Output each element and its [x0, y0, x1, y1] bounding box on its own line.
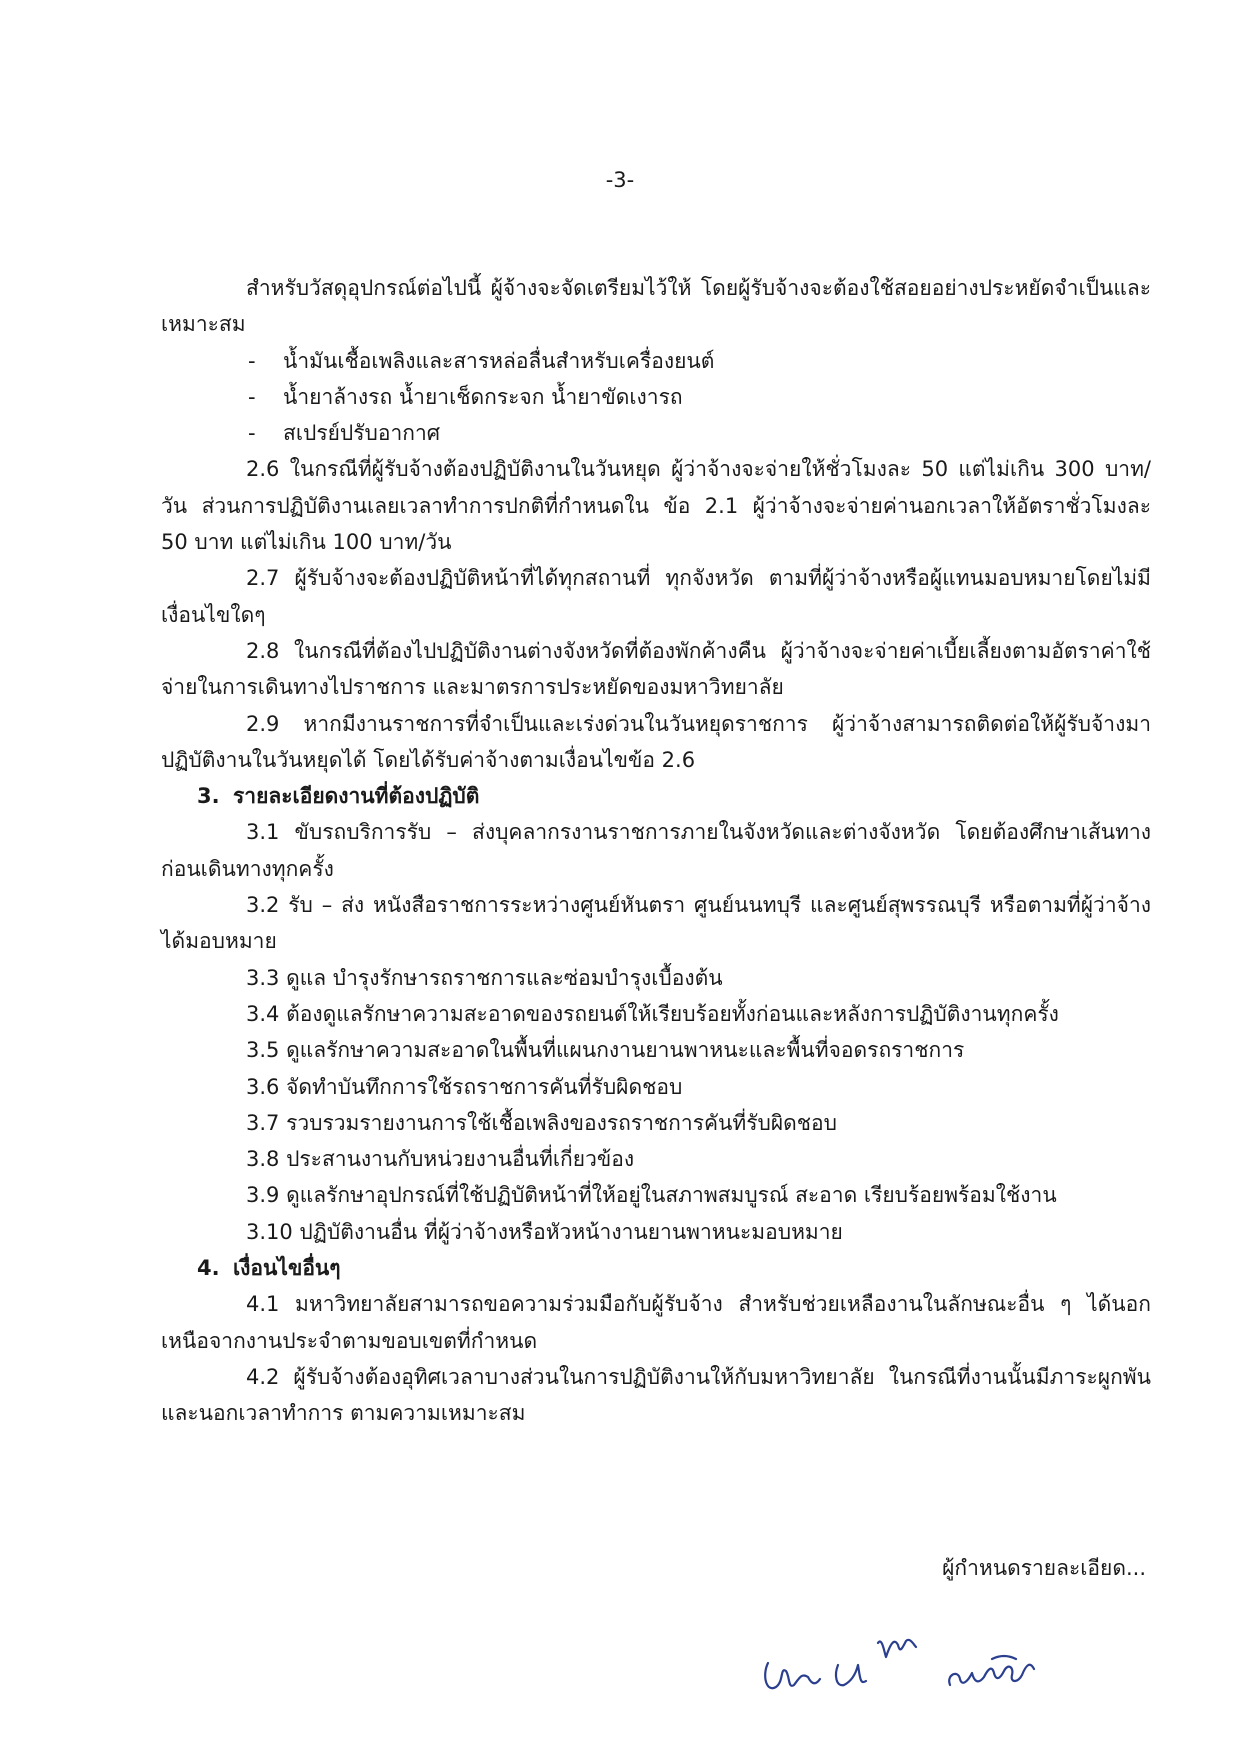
clause-2-8: 2.8 ในกรณีที่ต้องไปปฏิบัติงานต่างจังหวัดที่ต้องพักค้างคืน ผู้ว่าจ้างจะจ่ายค่าเบี้ยเลี้ยงตามอัตราค่าใช้จ่ายในการเดินทางไปราชการ และมาตรการประหยัดของมหาวิทยาลัย — [161, 638, 1151, 700]
supply-item — [161, 415, 1151, 451]
supply-item-text: สเปรย์ปรับอากาศ — [283, 421, 441, 446]
signature-2 — [878, 1640, 916, 1657]
continuation-text: ผู้กำหนดรายละเอียด... — [942, 1556, 1146, 1580]
clause-3-7: 3.7 รวบรวมรายงานการใช้เชื้อเพลิงของรถราชการคันที่รับผิดชอบ — [246, 1110, 837, 1135]
signature-graphics — [760, 1615, 1090, 1705]
signature-block — [760, 1615, 1090, 1705]
clause-3-10: 3.10 ปฏิบัติงานอื่น ที่ผู้ว่าจ้างหรือหัวหน้างานยานพาหนะมอบหมาย — [246, 1219, 843, 1244]
clause-3-6: 3.6 จัดทำบันทึกการใช้รถราชการคันที่รับผิดชอบ — [246, 1074, 683, 1099]
signature-1 — [765, 1663, 866, 1688]
clause-3-1: 3.1 ขับรถบริการรับ – ส่งบุคลากรงานราชการภายในจังหวัดและต่างจังหวัด โดยต้องศึกษาเส้นทางก่อนเดินทางทุกครั้ง — [161, 820, 1151, 881]
section-4-title: เงื่อนไขอื่นๆ — [233, 1256, 341, 1281]
signature-3 — [949, 1656, 1034, 1685]
clause-3-5: 3.5 ดูแลรักษาความสะอาดในพื้นที่แผนกงานยานพาหนะและพื้นที่จอดรถราชการ — [246, 1038, 965, 1063]
clause-3-9: 3.9 ดูแลรักษาอุปกรณ์ที่ใช้ปฏิบัติหน้าที่ให้อยู่ในสภาพสมบูรณ์ สะอาด เรียบร้อยพร้อมใช้งาน — [246, 1183, 1057, 1208]
bullet-dash: - — [248, 384, 256, 409]
clause-2-9: 2.9 หากมีงานราชการที่จำเป็นและเร่งด่วนในวันหยุดราชการ ผู้ว่าจ้างสามารถติดต่อให้ผู้รับจ้างมาปฏิบัติงานในวันหยุดได้ โดยได้รับค่าจ้างตามเงื่อนไขข้อ 2.6 — [161, 711, 1151, 772]
clause-4-2: 4.2 ผู้รับจ้างต้องอุทิศเวลาบางส่วนในการปฏิบัติงานให้กับมหาวิทยาลัย ในกรณีที่งานนั้นมีภาระผูกพันและนอกเวลาทำการ ตามความเหมาะสม — [161, 1364, 1151, 1426]
clause-3-8: 3.8 ประสานงานกับหน่วยงานอื่นที่เกี่ยวข้อง — [246, 1147, 635, 1172]
supply-item — [161, 343, 1151, 379]
clause-3-3: 3.3 ดูแล บำรุงรักษารถราชการและซ่อมบำรุงเบื้องต้น — [246, 965, 723, 990]
document-body — [161, 270, 1151, 1432]
clause-2-7: 2.7 ผู้รับจ้างจะต้องปฏิบัติหน้าที่ได้ทุกสถานที่ ทุกจังหวัด ตามที่ผู้ว่าจ้างหรือผู้แทนมอบหมายโดยไม่มีเงื่อนไขใดๆ — [161, 566, 1151, 627]
section-3-heading — [161, 778, 1151, 814]
supply-item — [161, 379, 1151, 415]
section-3-number: 3. — [197, 784, 220, 809]
clause-3-2: 3.2 รับ – ส่ง หนังสือราชการระหว่างศูนย์หันตรา ศูนย์นนทบุรี และศูนย์สุพรรณบุรี หรือตามที่ผู้ว่าจ้างได้มอบหมาย — [161, 893, 1151, 954]
section-3-title: รายละเอียดงานที่ต้องปฏิบัติ — [233, 784, 480, 809]
clause-2-6: 2.6 ในกรณีที่ผู้รับจ้างต้องปฏิบัติงานในวันหยุด ผู้ว่าจ้างจะจ่ายให้ชั่วโมงละ 50 แต่ไม่เกิน 300 บาท/วัน ส่วนการปฏิบัติงานเลยเวลาทำการปกติที่กำหนดใน ข้อ 2.1 ผู้ว่าจ้างจะจ่ายค่านอกเวลาให้อัตราชั่วโมงละ 50 บาท แต่ไม่เกิน 100 บาท/วัน — [161, 457, 1151, 555]
intro-paragraph: สำหรับวัสดุอุปกรณ์ต่อไปนี้ ผู้จ้างจะจัดเตรียมไว้ให้ โดยผู้รับจ้างจะต้องใช้สอยอย่างประหยัดจำเป็นและเหมาะสม — [161, 276, 1151, 337]
page-number: -3- — [605, 168, 635, 192]
clause-4-1: 4.1 มหาวิทยาลัยสามารถขอความร่วมมือกับผู้รับจ้าง สำหรับช่วยเหลืองานในลักษณะอื่น ๆ ได้นอกเหนือจากงานประจำตามขอบเขตที่กำหนด — [161, 1292, 1151, 1353]
clause-3-4: 3.4 ต้องดูแลรักษาความสะอาดของรถยนต์ให้เรียบร้อยทั้งก่อนและหลังการปฏิบัติงานทุกครั้ง — [246, 1001, 1059, 1026]
bullet-dash: - — [248, 348, 256, 373]
section-4-number: 4. — [197, 1256, 220, 1281]
bullet-dash: - — [248, 421, 256, 446]
supply-item-text: น้ำมันเชื้อเพลิงและสารหล่อลื่นสำหรับเครื่องยนต์ — [283, 348, 715, 373]
section-4-heading — [161, 1250, 1151, 1286]
supply-item-text: น้ำยาล้างรถ น้ำยาเช็ดกระจก น้ำยาขัดเงารถ — [283, 384, 683, 409]
